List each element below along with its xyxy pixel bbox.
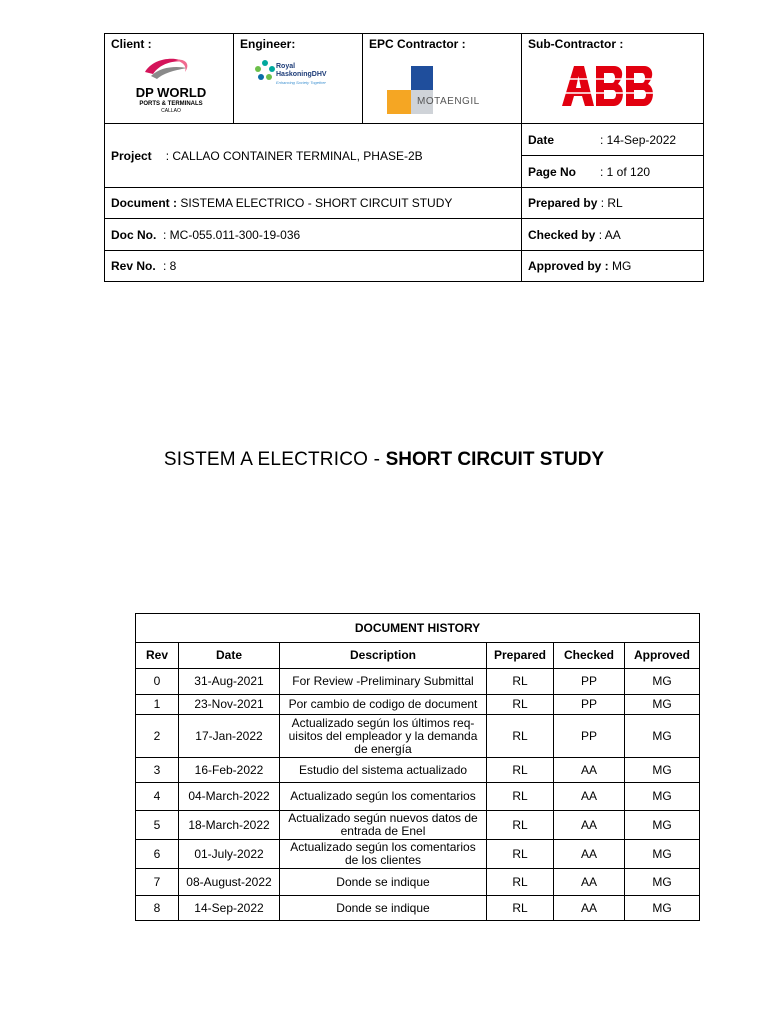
cell-date: 04-March-2022 — [179, 783, 280, 811]
cell-date: 23-Nov-2021 — [179, 695, 280, 715]
cell-description: Donde se indique — [280, 869, 487, 896]
checked-label: Checked by — [528, 227, 596, 242]
cell-rev: 3 — [136, 758, 179, 783]
col-header-date: Date — [179, 643, 280, 669]
cell-prepared: RL — [487, 896, 554, 921]
date-label: Date — [528, 132, 555, 147]
cell-description: Actualizado según los comentarios — [280, 783, 487, 811]
cell-checked: AA — [554, 783, 625, 811]
dp-world-line2: PORTS & TERMINALS — [139, 101, 203, 107]
history-header-row — [136, 643, 700, 669]
document-label: Document : — [111, 196, 177, 210]
cell-approved: MG — [625, 896, 700, 921]
table-row — [136, 869, 700, 896]
cell-checked: AA — [554, 758, 625, 783]
epc-label: EPC Contractor : — [369, 37, 466, 51]
cell-prepared: RL — [487, 695, 554, 715]
docno-cell — [105, 219, 522, 251]
prepared-cell — [522, 188, 704, 219]
project-cell — [105, 124, 522, 188]
table-row — [136, 896, 700, 921]
table-row — [136, 695, 700, 715]
docno-value: : MC-055.011-300-19-036 — [163, 227, 301, 242]
abb-logo-icon — [560, 64, 656, 108]
cell-rev: 5 — [136, 811, 179, 840]
engineer-label: Engineer: — [240, 37, 296, 51]
haskoning-line2: HaskoningDHV — [276, 71, 327, 78]
rev-value: : 8 — [163, 259, 177, 273]
cell-prepared: RL — [487, 715, 554, 758]
document-title — [0, 449, 768, 471]
dp-world-swoosh-icon — [131, 52, 211, 82]
cell-rev: 6 — [136, 840, 179, 869]
col-header-approved: Approved — [625, 643, 700, 669]
page-cell — [522, 156, 704, 188]
cell-approved: MG — [625, 783, 700, 811]
cell-approved: MG — [625, 715, 700, 758]
cell-prepared: RL — [487, 811, 554, 840]
cell-rev: 7 — [136, 869, 179, 896]
subcontractor-cell — [522, 34, 704, 124]
cell-description: Donde se indique — [280, 896, 487, 921]
document-row — [105, 188, 704, 219]
page-value: : 1 of 120 — [600, 164, 651, 179]
cell-prepared: RL — [487, 669, 554, 695]
subcontractor-label: Sub-Contractor : — [528, 37, 624, 51]
history-caption-row — [136, 614, 700, 643]
project-row-1 — [105, 124, 704, 156]
cell-description: Actualizado según nuevos datos de entrada de Enel — [280, 811, 487, 840]
cell-checked: AA — [554, 896, 625, 921]
page-label: Page No — [528, 164, 577, 179]
client-label: Client : — [111, 37, 152, 51]
haskoning-line1: Royal — [276, 63, 296, 70]
approved-cell — [522, 251, 704, 282]
cell-approved: MG — [625, 758, 700, 783]
cell-checked: AA — [554, 811, 625, 840]
col-header-description: Description — [280, 643, 487, 669]
cell-prepared: RL — [487, 783, 554, 811]
cell-description: Estudio del sistema actualizado — [280, 758, 487, 783]
cell-date: 16-Feb-2022 — [179, 758, 280, 783]
dp-world-line3: CALLAO — [161, 108, 181, 114]
title-part2: SHORT CIRCUIT STUDY — [385, 449, 605, 470]
cell-date: 31-Aug-2021 — [179, 669, 280, 695]
haskoning-tagline: Enhancing Society Together — [276, 80, 326, 85]
cell-approved: MG — [625, 869, 700, 896]
cell-checked: PP — [554, 669, 625, 695]
docno-row — [105, 219, 704, 251]
cell-date: 17-Jan-2022 — [179, 715, 280, 758]
checked-value: : AA — [598, 227, 621, 242]
cell-date: 14-Sep-2022 — [179, 896, 280, 921]
prepared-label: Prepared by — [528, 196, 598, 210]
haskoning-star-icon — [254, 59, 276, 81]
epc-cell — [363, 34, 522, 124]
project-label: Project — [111, 148, 152, 163]
rev-label: Rev No. — [111, 259, 156, 273]
cell-rev: 4 — [136, 783, 179, 811]
approved-label: Approved by : — [528, 259, 609, 273]
cell-description: Actualizado según los últimos req-uisitos del empleador y la demanda de energía — [280, 715, 487, 758]
approved-value: MG — [612, 259, 632, 273]
table-row — [136, 811, 700, 840]
rev-cell — [105, 251, 522, 282]
cell-rev: 8 — [136, 896, 179, 921]
royal-haskoning-logo — [254, 59, 354, 99]
title-part1: SISTEM A ELECTRICO - — [163, 449, 386, 470]
cell-date: 08-August-2022 — [179, 869, 280, 896]
cell-approved: MG — [625, 840, 700, 869]
motaengil-logo — [387, 66, 497, 116]
project-value: : CALLAO CONTAINER TERMINAL, PHASE-2B — [165, 148, 423, 163]
header-logo-row — [105, 34, 704, 124]
document-history-table — [135, 613, 700, 921]
engineer-cell — [234, 34, 363, 124]
cell-description: Por cambio de codigo de document — [280, 695, 487, 715]
dp-world-logo — [131, 52, 211, 120]
client-cell — [105, 34, 234, 124]
cell-rev: 1 — [136, 695, 179, 715]
cell-rev: 0 — [136, 669, 179, 695]
abb-logo — [560, 64, 660, 110]
motaengil-name: MOTAENGIL — [417, 96, 480, 107]
cell-approved: MG — [625, 811, 700, 840]
document-value: SISTEMA ELECTRICO - SHORT CIRCUIT STUDY — [180, 196, 453, 210]
cell-date: 18-March-2022 — [179, 811, 280, 840]
table-row — [136, 840, 700, 869]
header-table — [104, 33, 704, 282]
rev-row — [105, 251, 704, 282]
cell-checked: PP — [554, 695, 625, 715]
checked-cell — [522, 219, 704, 251]
cell-approved: MG — [625, 695, 700, 715]
cell-date: 01-July-2022 — [179, 840, 280, 869]
date-cell — [522, 124, 704, 156]
cell-approved: MG — [625, 669, 700, 695]
table-row — [136, 758, 700, 783]
col-header-prepared: Prepared — [487, 643, 554, 669]
dp-world-name: DP WORLD — [135, 85, 207, 100]
cell-rev: 2 — [136, 715, 179, 758]
prepared-value: : RL — [600, 196, 623, 210]
document-cell — [105, 188, 522, 219]
docno-label: Doc No. — [111, 227, 157, 242]
cell-checked: AA — [554, 840, 625, 869]
col-header-checked: Checked — [554, 643, 625, 669]
date-value: : 14-Sep-2022 — [600, 132, 677, 147]
cell-description: Actualizado según los comentarios de los clientes — [280, 840, 487, 869]
table-row — [136, 715, 700, 758]
cell-prepared: RL — [487, 840, 554, 869]
col-header-rev: Rev — [136, 643, 179, 669]
cell-checked: AA — [554, 869, 625, 896]
cell-checked: PP — [554, 715, 625, 758]
table-row — [136, 669, 700, 695]
table-row — [136, 783, 700, 811]
cell-description: For Review -Preliminary Submittal — [280, 669, 487, 695]
cell-prepared: RL — [487, 758, 554, 783]
cell-prepared: RL — [487, 869, 554, 896]
history-caption: DOCUMENT HISTORY — [136, 614, 700, 643]
